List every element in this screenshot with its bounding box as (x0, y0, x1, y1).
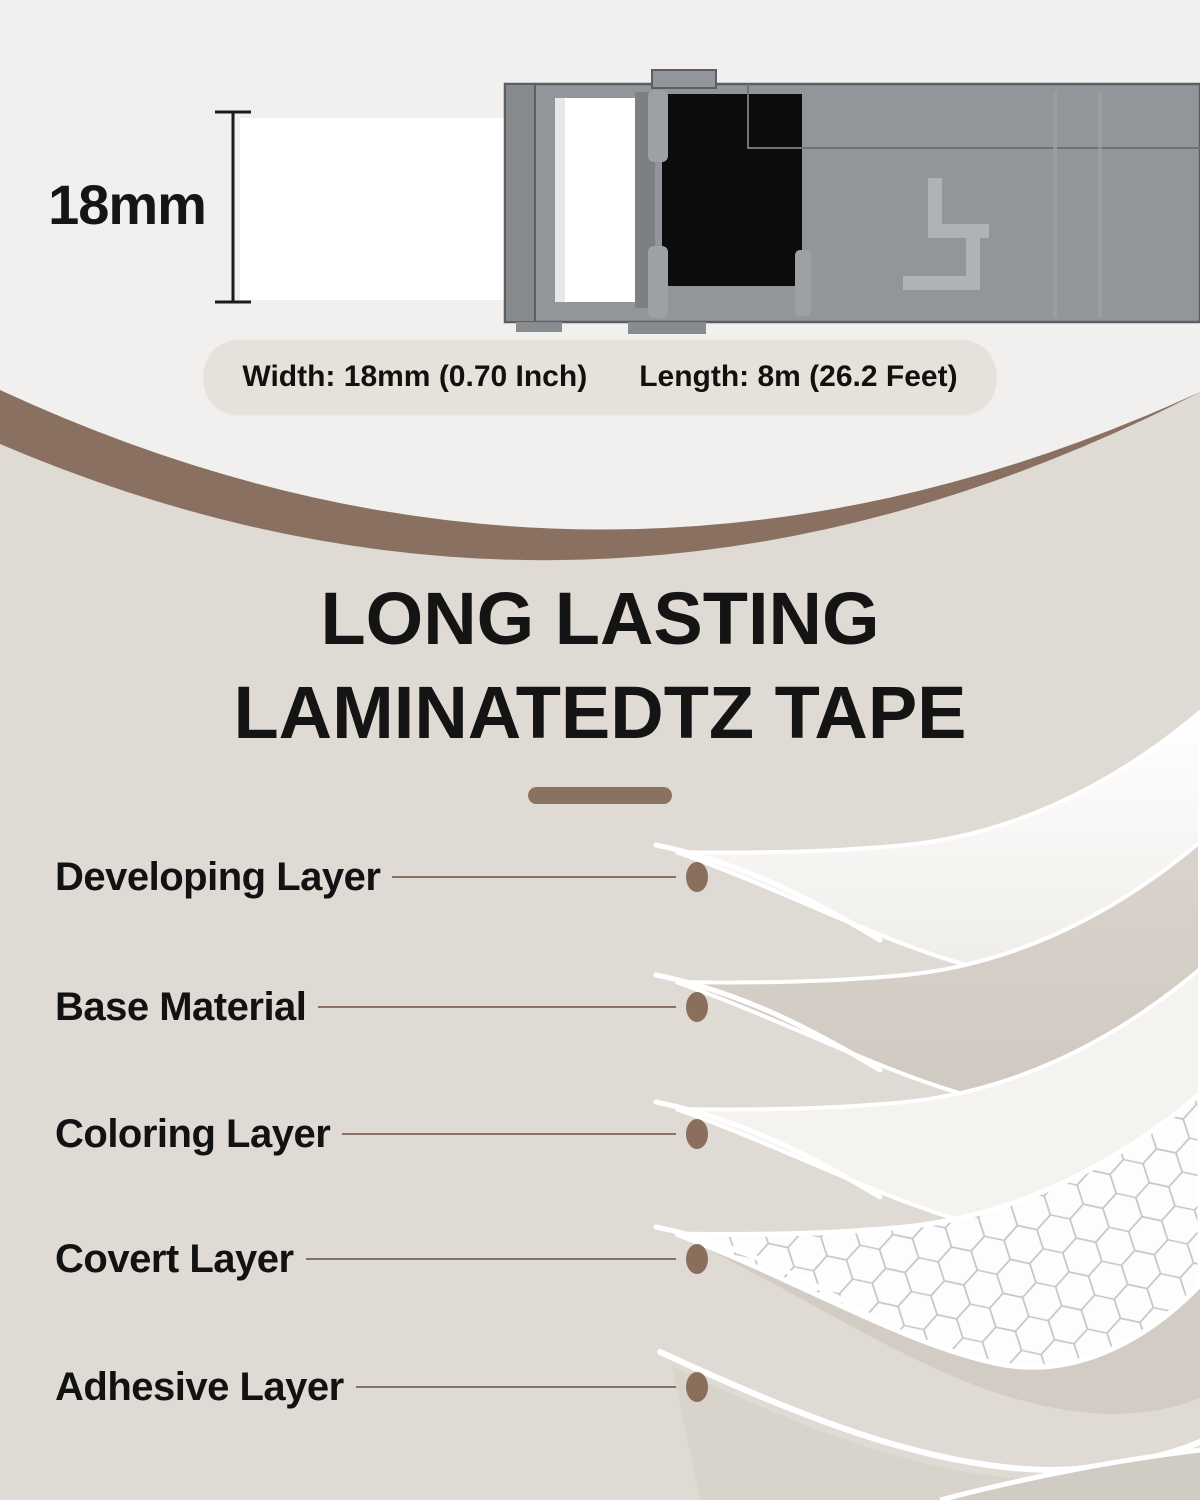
page-title-line1: LONG LASTING (320, 577, 880, 660)
layer-label: Coloring Layer (55, 1111, 331, 1156)
layer-label: Developing Layer (55, 854, 381, 899)
page-title (0, 572, 1200, 760)
cartridge-latch-bottom (648, 246, 668, 318)
ink-ribbon-window (662, 94, 802, 286)
tape-exit-shadow (555, 98, 565, 302)
cartridge-latch-top (648, 90, 668, 162)
layer-label: Covert Layer (55, 1236, 294, 1281)
tape-exit-window (555, 98, 635, 302)
layer-label: Adhesive Layer (55, 1364, 344, 1409)
spec-length: Length: 8m (26.2 Feet) (639, 360, 958, 393)
cartridge-latch-right (795, 250, 811, 316)
page-title-line2: LAMINATEDTZ TAPE (233, 671, 967, 754)
tape-width-label: 18mm (48, 173, 206, 236)
cartridge-foot-1 (516, 322, 562, 332)
cartridge-top-tab (652, 70, 716, 88)
cartridge-foot-2 (628, 322, 706, 334)
title-underline-bar (528, 787, 672, 804)
layer-label: Base Material (55, 984, 307, 1029)
cartridge-left-clamp (505, 84, 535, 322)
spec-width: Width: 18mm (0.70 Inch) (242, 360, 588, 393)
spec-pill (204, 340, 996, 414)
